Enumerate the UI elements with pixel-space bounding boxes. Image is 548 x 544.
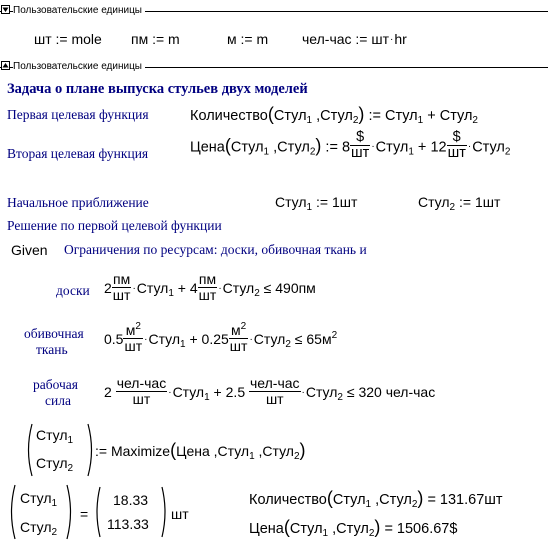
collapse-region-icon[interactable] [1,5,10,14]
constraint-boards[interactable]: 2 $\frac{пм}{шт}$ ·Стул$_1$ + 4 $\frac{пм}{шт}$ ·Стул$_2$ ≤ 490пм [104,271,316,303]
initial-guess-x1[interactable]: Стул$_1$ := 1шт [275,194,358,213]
objective-1-label: Первая целевая функция [7,107,149,122]
region-title: Пользовательские единицы [13,5,145,16]
objective-2-label: Вторая целевая функция [7,146,149,161]
result-x1-value: 18.33 [113,492,149,508]
result-x2-value: 113.33 [107,516,149,532]
max-vector-x1: Стул$_1$ [36,427,74,446]
price-result[interactable]: Цена(Стул$_1$ ,Стул$_2$) = 1506.67$ [249,517,458,539]
given-keyword[interactable]: Given [11,242,48,258]
unit-def-sht[interactable]: шт := mole [34,31,102,47]
region-header-2[interactable] [0,61,548,73]
maximize-statement[interactable] [24,420,94,480]
result-unit: шт [171,506,189,522]
result-x2-name: Стул$_2$ [20,519,58,538]
objective-2-definition[interactable]: Цена(Стул$_1$ ,Стул$_2$) := 8 $\frac{\$}{шт}$ ·Стул$_1$ + 12 $\frac{\$}{шт}$ ·Стул$_2$ [190,129,511,161]
expand-region-icon[interactable] [1,61,10,70]
maximize-call[interactable]: := Maximize(Цена ,Стул$_1$ ,Стул$_2$) [95,440,306,462]
unit-def-lhs: чел-час := шт [302,31,390,47]
unit-def-m[interactable]: м := m [227,31,269,47]
quantity-result[interactable]: Количество(Стул$_1$ ,Стул$_2$) = 131.67шт [249,488,503,510]
region-header-1[interactable] [0,5,548,17]
constraint-labor-label-2: сила [45,393,71,408]
result-vector-values[interactable] [93,484,169,540]
solve-label: Решение по первой целевой функции [7,218,222,233]
region-title: Пользовательские единицы [13,61,145,72]
constraint-fabric-label-1: обивочная [24,326,84,341]
unit-def-hr: hr [394,31,407,47]
constraint-labor[interactable]: 2 $\frac{\text{чел-час}}{шт}$ ·Стул$_1$ + 2.5 $\frac{\text{чел-час}}{шт}$ ·Стул$_2$ ≤ 320 чел-час [104,375,436,407]
constraint-fabric[interactable]: 0.5 $\frac{м^2}{шт}$ ·Стул$_1$ + 0.25 $\frac{м^2}{шт}$ ·Стул$_2$ ≤ $65м^2$ [104,321,338,354]
result-x1-name: Стул$_1$ [20,490,58,509]
constraint-fabric-label-2: ткань [36,342,68,357]
result-vector-lhs[interactable] [7,482,73,542]
unit-def-person-hour[interactable]: чел-час := шт·hr [302,31,407,47]
given-comment: Ограничения по ресурсам: доски, обивочная ткань и [64,242,367,257]
initial-guess-label: Начальное приближение [7,195,149,210]
objective-1-definition[interactable]: Количество(Стул$_1$ ,Стул$_2$) := Стул$_1$ + Стул$_2$ [190,104,478,126]
max-vector-x2: Стул$_2$ [36,455,74,474]
unit-def-pm[interactable]: пм := m [131,31,180,47]
initial-guess-x2[interactable]: Стул$_2$ := 1шт [418,194,501,213]
constraint-boards-label: доски [56,283,90,298]
result-equals: = [80,506,89,522]
problem-heading: Задача о плане выпуска стульев двух моделей [7,81,308,97]
constraint-labor-label-1: рабочая [33,377,79,392]
